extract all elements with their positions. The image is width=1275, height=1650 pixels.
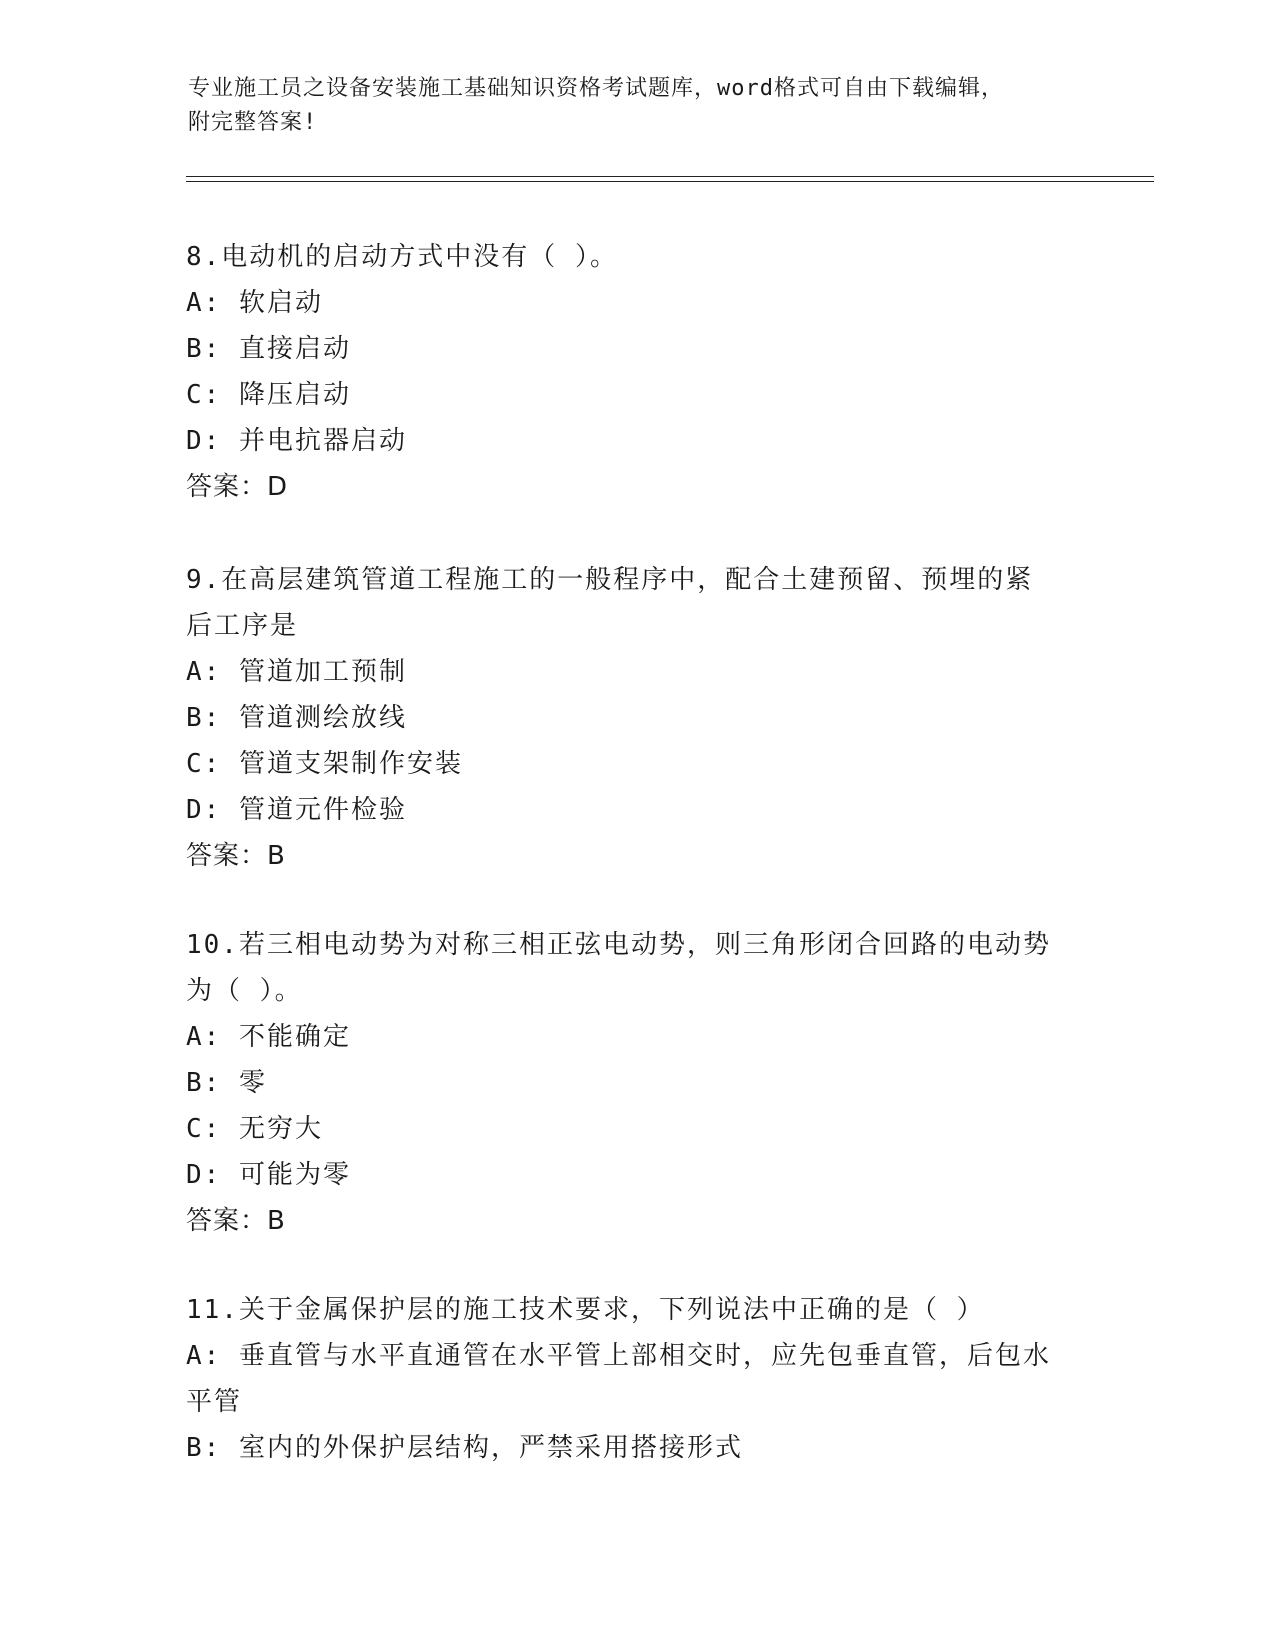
question-stem: 8.电动机的启动方式中没有（ ）。: [186, 242, 618, 272]
question-8: [186, 234, 1086, 510]
option-c: C: 降压启动: [186, 380, 351, 410]
option-a: A: 不能确定: [186, 1022, 351, 1052]
answer: 答案：D: [186, 472, 289, 502]
option-d: D: 并电抗器启动: [186, 426, 407, 456]
question-10: [186, 922, 1086, 1244]
option-b: B: 零: [186, 1068, 267, 1098]
option-a: A: 垂直管与水平直通管在水平管上部相交时，应先包垂直管，后包水: [186, 1341, 1051, 1371]
header-line-2: 附完整答案!: [188, 110, 318, 135]
header-divider-bottom: [186, 181, 1154, 182]
option-a-continued: 平管: [186, 1387, 243, 1417]
option-d: D: 管道元件检验: [186, 795, 407, 825]
option-c: C: 无穷大: [186, 1114, 323, 1144]
question-stem: 10.若三相电动势为对称三相正弦电动势，则三角形闭合回路的电动势: [186, 930, 1051, 960]
question-11: [186, 1287, 1086, 1471]
answer: 答案：B: [186, 1206, 286, 1236]
option-c: C: 管道支架制作安装: [186, 749, 463, 779]
question-stem: 9.在高层建筑管道工程施工的一般程序中，配合土建预留、预埋的紧: [186, 565, 1034, 595]
question-stem-continued: 后工序是: [186, 611, 299, 641]
question-stem: 11.关于金属保护层的施工技术要求，下列说法中正确的是（ ）: [186, 1295, 985, 1325]
option-d: D: 可能为零: [186, 1160, 351, 1190]
option-b: B: 室内的外保护层结构，严禁采用搭接形式: [186, 1433, 743, 1463]
option-a: A: 管道加工预制: [186, 657, 407, 687]
answer: 答案：B: [186, 841, 286, 871]
question-stem-continued: 为（ ）。: [186, 976, 303, 1006]
option-a: A: 软启动: [186, 288, 323, 318]
header-line-1: 专业施工员之设备安装施工基础知识资格考试题库，word格式可自由下载编辑，: [188, 76, 1004, 101]
header-divider-top: [186, 176, 1154, 177]
question-9: [186, 557, 1086, 879]
option-b: B: 直接启动: [186, 334, 351, 364]
option-b: B: 管道测绘放线: [186, 703, 407, 733]
document-header: [188, 72, 1088, 140]
